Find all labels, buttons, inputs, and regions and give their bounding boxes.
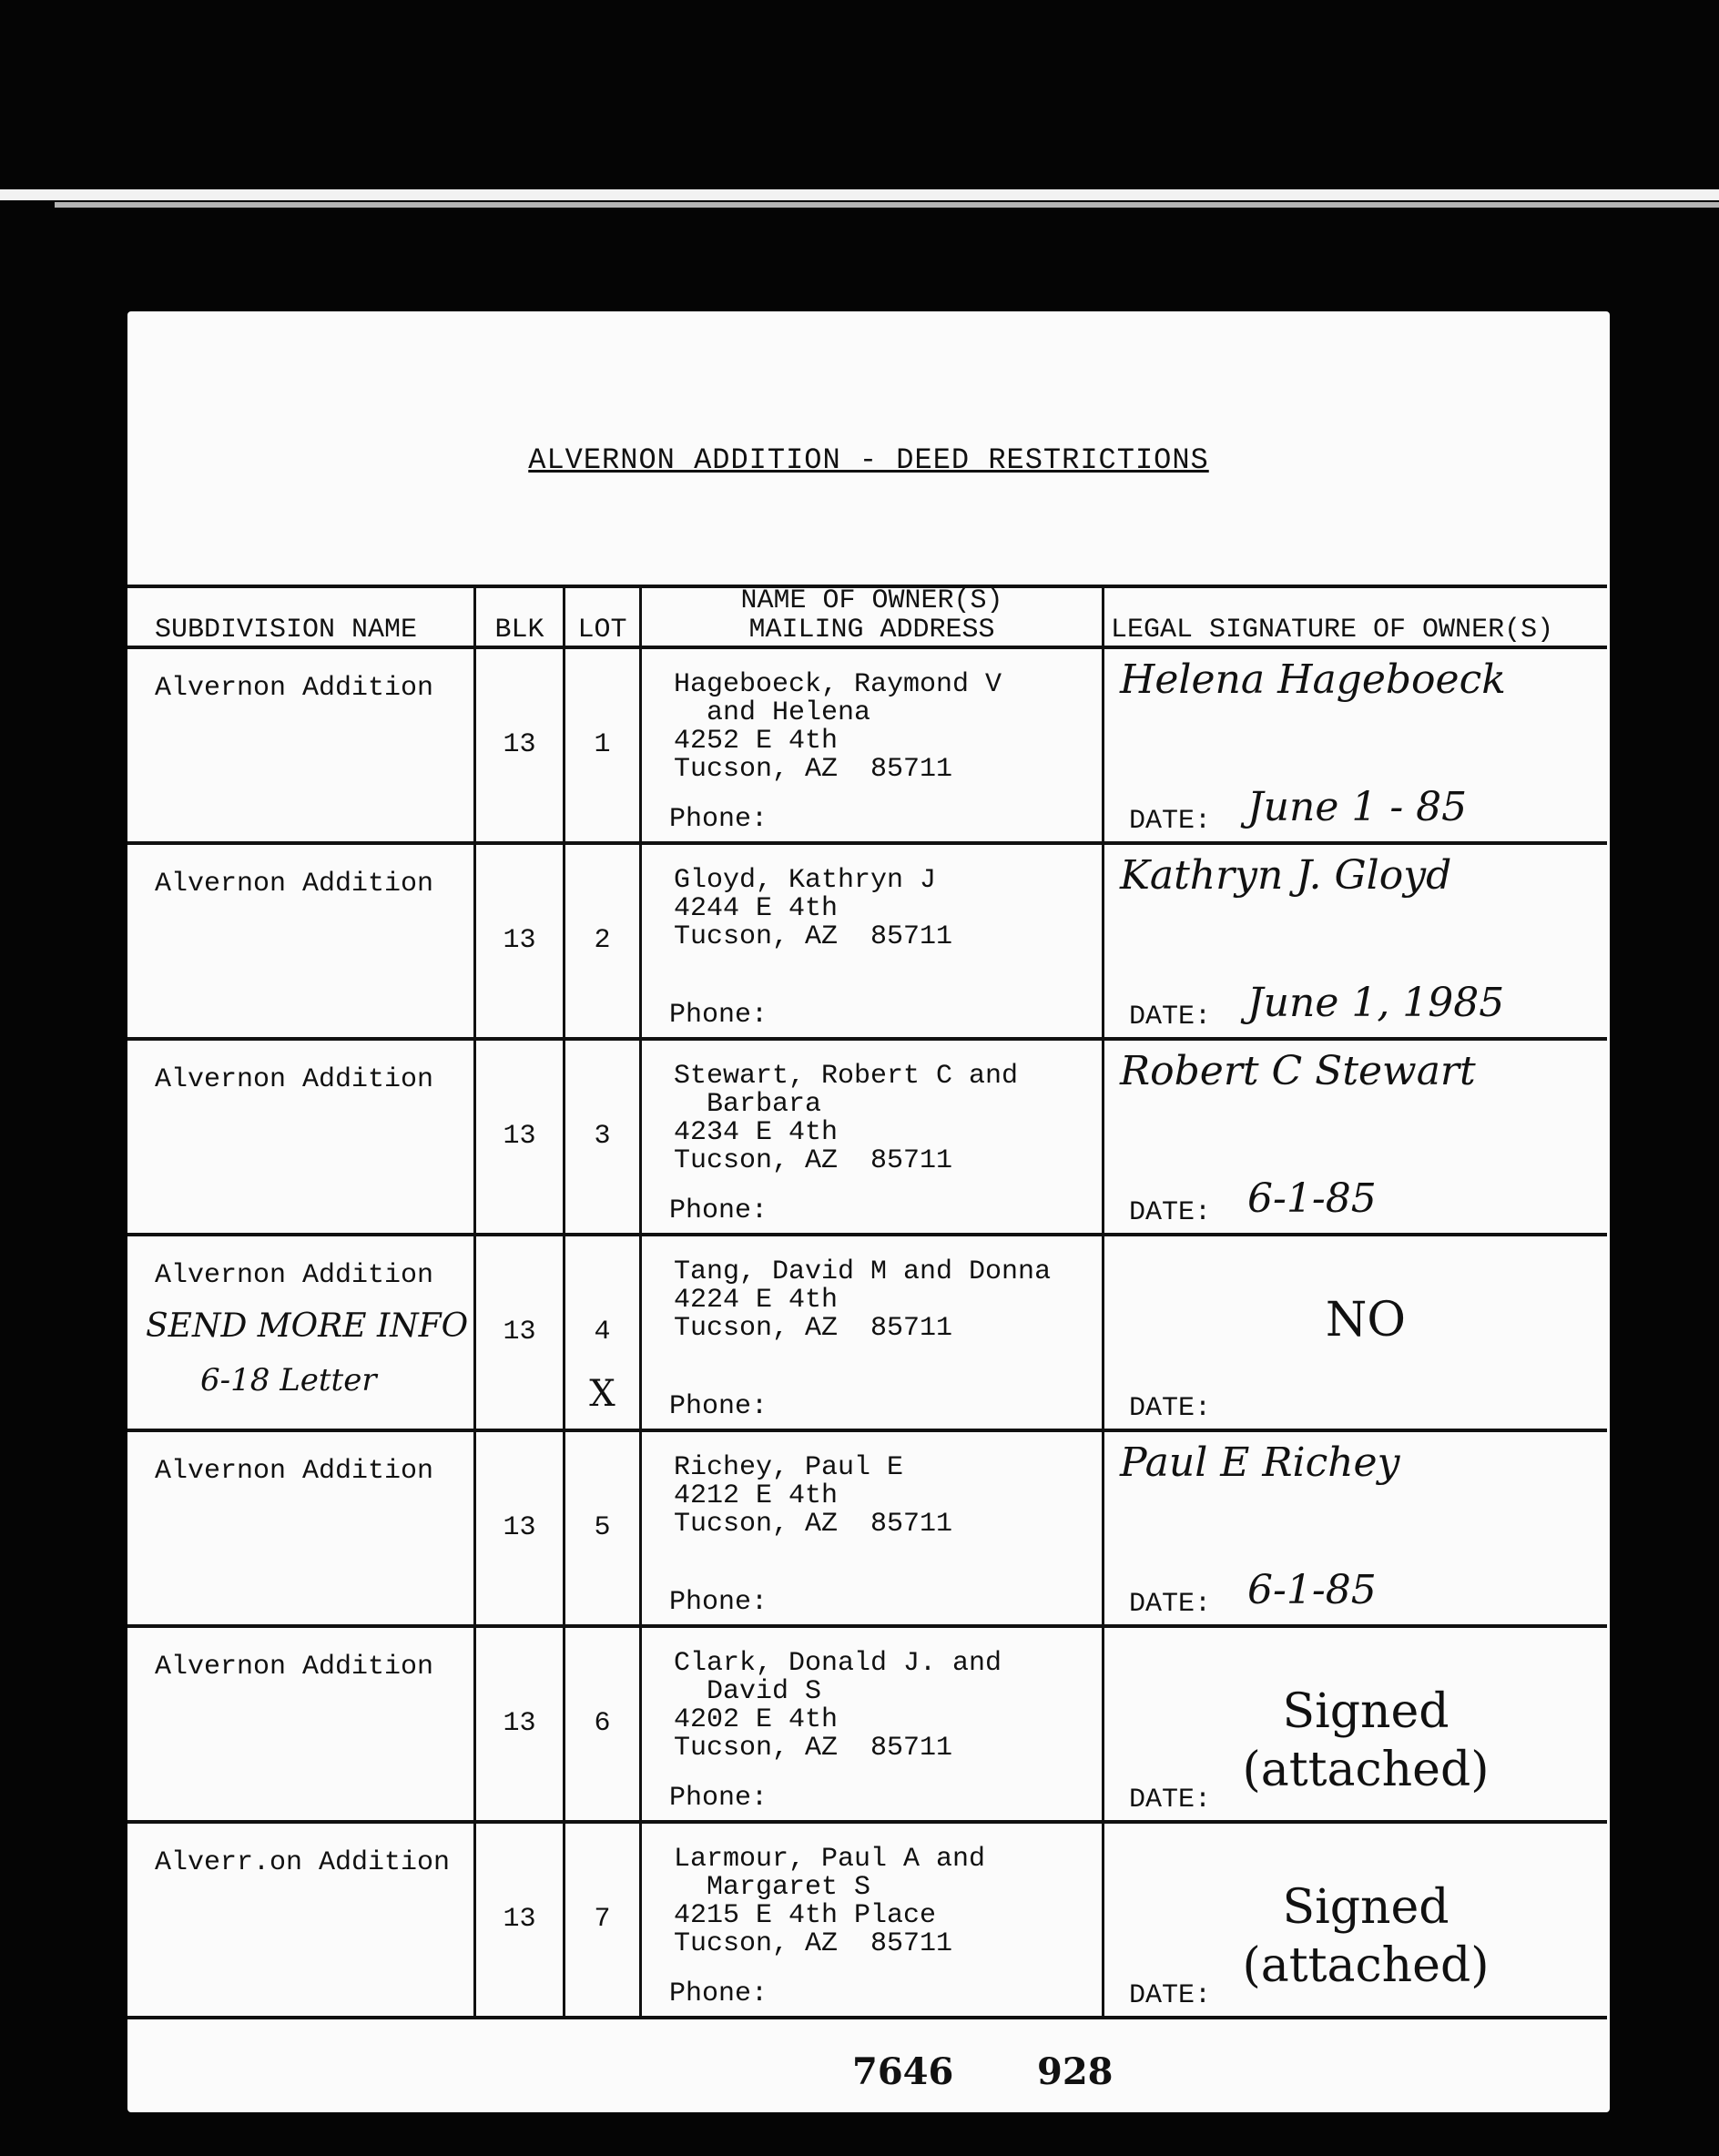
handwritten-note: SEND MORE INFO [146,1307,469,1345]
signature-remark: Signed (attached) [1242,1880,1490,1993]
owners-table [127,585,1607,2019]
table-row [127,1628,1607,1824]
lot-number: 4 [594,1317,611,1348]
owner-name-address: Stewart, Robert C and Barbara 4234 E 4th Tucson, AZ 85711 [674,1061,1019,1176]
scan-edge-strip [0,189,1719,200]
page-title: ALVERNON ADDITION - DEED RESTRICTIONS [528,443,1209,477]
col-divider [1102,1824,1104,2016]
document-page [127,311,1610,2112]
date-label: DATE: [1129,806,1212,837]
phone-label: Phone: [669,1978,768,2009]
owner-name-address: Gloyd, Kathryn J 4244 E 4th Tucson, AZ 85711 [674,865,953,952]
block-number: 13 [503,1121,536,1152]
lot-number: 2 [594,925,611,956]
block-number: 13 [503,1904,536,1935]
phone-label: Phone: [669,1783,768,1814]
scan-edge-strip-2 [55,202,1719,208]
date-label: DATE: [1129,1002,1212,1032]
col-divider [639,845,642,1037]
date-label: DATE: [1129,1393,1212,1424]
table-body [127,649,1607,2019]
col-divider [639,649,642,841]
signature-remark: Signed (attached) [1242,1684,1490,1797]
lot-number: 3 [594,1121,611,1152]
owner-name-address: Clark, Donald J. and David S 4202 E 4th Tucson, AZ 85711 [674,1648,1002,1764]
owner-signature: Robert C Stewart [1120,1048,1476,1094]
header-signature: LEGAL SIGNATURE OF OWNER(S) [1111,615,1554,646]
phone-label: Phone: [669,1195,768,1226]
subdivision-name: Alverr.on Addition [155,1847,451,1878]
owner-signature: Paul E Richey [1120,1439,1400,1486]
block-number: 13 [503,1708,536,1739]
block-number: 13 [503,925,536,956]
col-divider [1102,1041,1104,1233]
page-number: 928 [1037,2050,1114,2093]
lot-number: 6 [594,1708,611,1739]
signature-date: 6-1-85 [1247,1175,1377,1222]
signature-date: 6-1-85 [1247,1567,1377,1613]
subdivision-name: Alvernon Addition [155,673,434,704]
owner-name-address: Tang, David M and Donna 4224 E 4th Tucson, AZ 85711 [674,1256,1052,1344]
date-label: DATE: [1129,1589,1212,1620]
handwritten-note-date: 6-18 Letter [200,1362,377,1398]
col-divider [639,1824,642,2016]
signature-date: June 1 - 85 [1247,784,1468,830]
table-header [127,585,1607,649]
block-number: 13 [503,729,536,760]
date-label: DATE: [1129,1785,1212,1815]
table-row [127,1041,1607,1236]
table-row [127,845,1607,1041]
subdivision-name: Alvernon Addition [155,1260,434,1291]
header-blk: BLK [494,615,544,646]
col-divider [1102,845,1104,1037]
date-label: DATE: [1129,1980,1212,2011]
header-lot: LOT [577,615,627,646]
table-row [127,1432,1607,1628]
header-mailing-address: MAILING ADDRESS [748,615,995,646]
owner-signature: Helena Hageboeck [1120,656,1506,703]
block-number: 13 [503,1512,536,1543]
table-row [127,649,1607,845]
col-divider [639,1236,642,1429]
lot-mark: X [589,1373,615,1415]
col-divider [1102,1628,1104,1820]
phone-label: Phone: [669,804,768,835]
col-divider [639,1432,642,1624]
signature-remark: NO [1325,1293,1407,1348]
lot-number: 7 [594,1904,611,1935]
subdivision-name: Alvernon Addition [155,1652,434,1683]
owner-name-address: Larmour, Paul A and Margaret S 4215 E 4th Place Tucson, AZ 85711 [674,1844,986,1959]
table-row [127,1236,1607,1432]
lot-number: 1 [594,729,611,760]
subdivision-name: Alvernon Addition [155,1064,434,1095]
owner-name-address: Hageboeck, Raymond V and Helena 4252 E 4th Tucson, AZ 85711 [674,669,1002,785]
phone-label: Phone: [669,1587,768,1618]
signature-date: June 1, 1985 [1247,980,1505,1026]
subdivision-name: Alvernon Addition [155,869,434,900]
col-divider [1102,1236,1104,1429]
phone-label: Phone: [669,1391,768,1422]
subdivision-name: Alvernon Addition [155,1456,434,1487]
col-divider [639,1041,642,1233]
block-number: 13 [503,1317,536,1348]
header-subdivision: SUBDIVISION NAME [155,615,418,646]
date-label: DATE: [1129,1197,1212,1228]
owner-signature: Kathryn J. Gloyd [1120,852,1452,899]
col-divider [1102,1432,1104,1624]
phone-label: Phone: [669,1000,768,1031]
col-divider [639,1628,642,1820]
col-divider [1102,588,1104,646]
col-divider [1102,649,1104,841]
owner-name-address: Richey, Paul E 4212 E 4th Tucson, AZ 85711 [674,1452,953,1540]
header-owner-name: NAME OF OWNER(S) [740,585,1003,616]
table-row [127,1824,1607,2019]
lot-number: 5 [594,1512,611,1543]
document-number: 7646 [852,2050,954,2093]
